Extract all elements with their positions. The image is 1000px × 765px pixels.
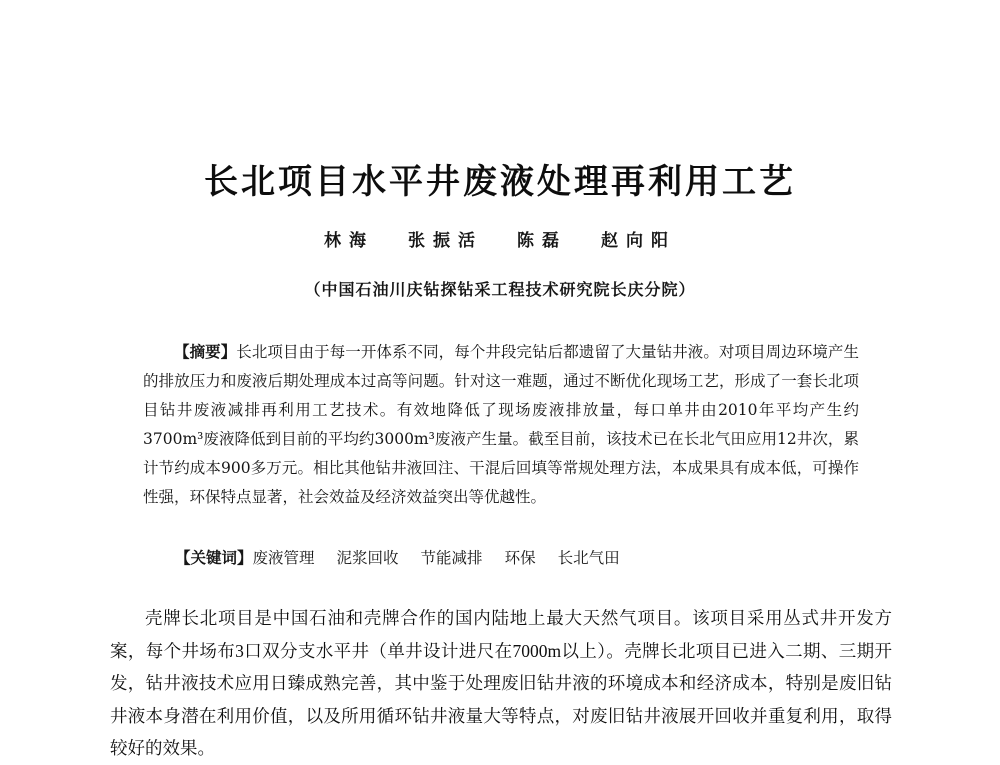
keyword: 泥浆回收 bbox=[336, 549, 399, 567]
author-name: 张振活 bbox=[408, 231, 483, 251]
keyword: 节能减排 bbox=[420, 549, 483, 567]
author-list bbox=[0, 229, 1000, 253]
affiliation: （中国石油川庆钻探钻采工程技术研究院长庆分院） bbox=[304, 280, 696, 299]
keyword: 废液管理 bbox=[252, 549, 315, 567]
author-name: 赵向阳 bbox=[601, 231, 676, 251]
author-name: 陈磊 bbox=[517, 231, 567, 251]
abstract-label: 【摘要】 bbox=[174, 343, 237, 361]
keyword: 长北气田 bbox=[557, 549, 620, 567]
keyword: 环保 bbox=[504, 549, 536, 567]
abstract-text: 长北项目由于每一开体系不同，每个井段完钻后都遗留了大量钻井液。对项目周边环境产生的排放压力和废液后期处理成本过高等问题。针对这一难题，通过不断优化现场工艺，形成了一套长北项目钻井废液减排再利用工艺技术。有效地降低了现场废液排放量，每口单井由2010年平均产生约3700m³废液降低到目前的平均约3000m³废液产生量。截至目前，该技术已在长北气田应用12井次，累计节约成本900多万元。相比其他钻井液回注、干混后回填等常规处理方法，本成果具有成本低，可操作性强，环保特点显著，社会效益及经济效益突出等优越性。 bbox=[143, 343, 859, 506]
keywords-label: 【关键词】 bbox=[175, 549, 253, 567]
body-paragraph: 壳牌长北项目是中国石油和壳牌合作的国内陆地上最大天然气项目。该项目采用丛式井开发方案，每个井场布3口双分支水平井（单井设计进尺在7000m以上）。壳牌长北项目已进入二期、三期开发，钻井液技术应用日臻成熟完善，其中鉴于处理废旧钻井液的环境成本和经济成本，特别是废旧钻井液本身潜在利用价值，以及所用循环钻井液量大等特点，对废旧钻井液展开回收并重复利用，取得较好的效果。 bbox=[110, 608, 892, 758]
abstract bbox=[143, 338, 859, 512]
paper-title: 长北项目水平井废液处理再利用工艺 bbox=[204, 162, 796, 202]
keywords bbox=[175, 544, 642, 573]
author-name: 林海 bbox=[324, 231, 374, 251]
